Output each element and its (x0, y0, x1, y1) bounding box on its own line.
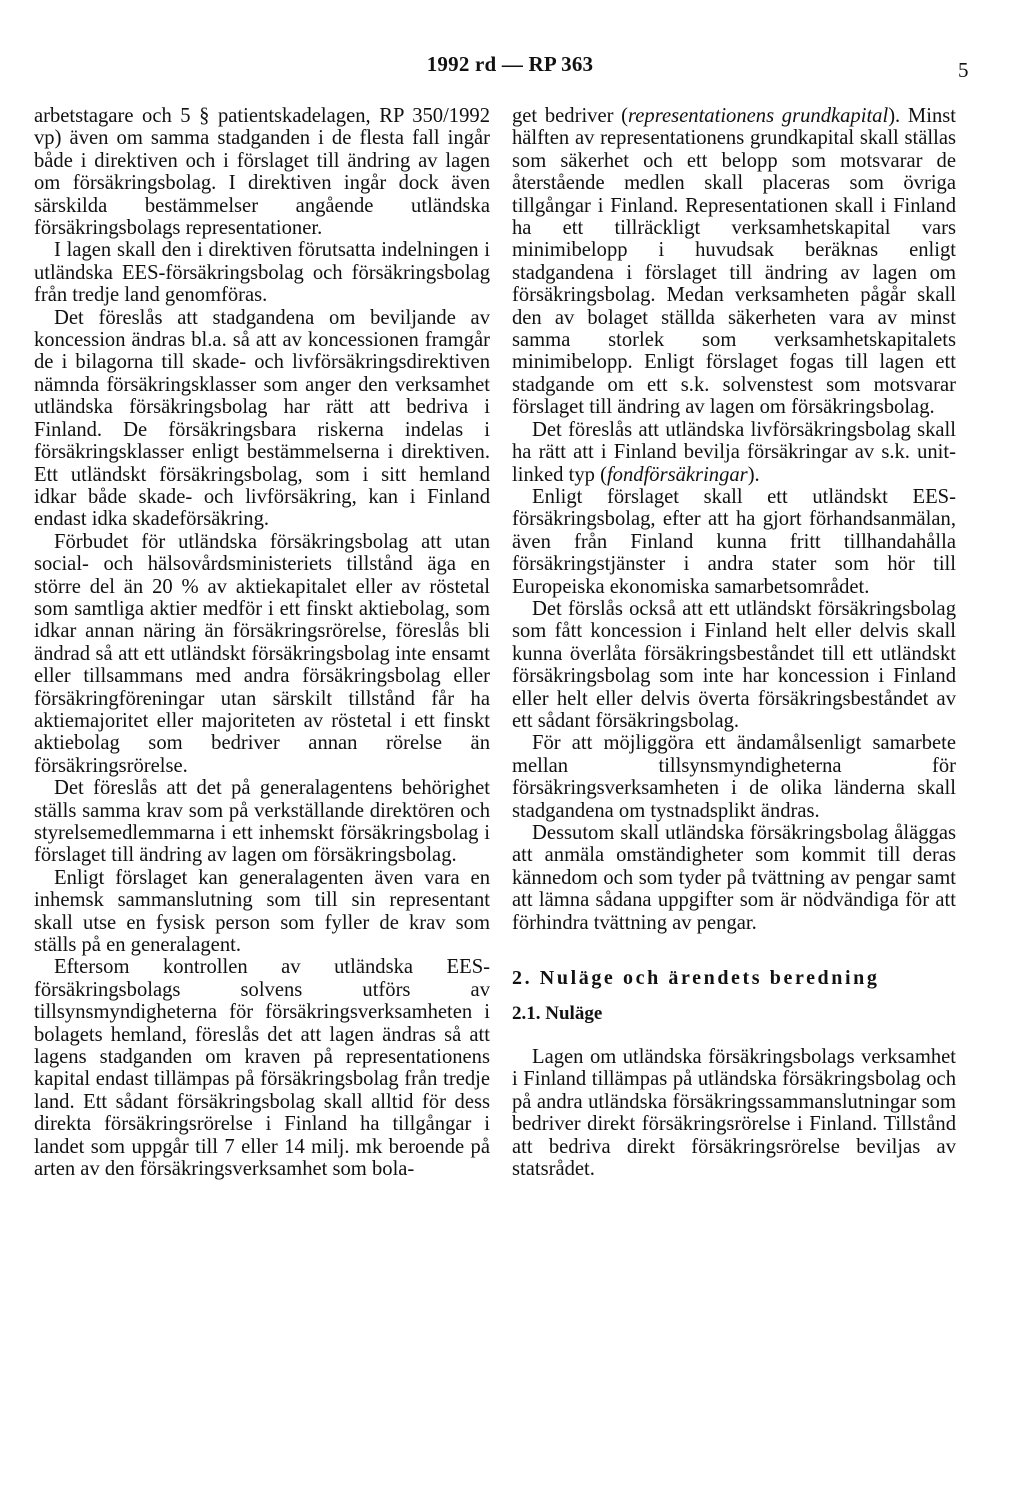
text-run: ). (747, 463, 760, 486)
paragraph: Förbudet för utländska försäkringsbolag att utan social- och hälsovårdsministeriets tillstånd äga en större del än 20 % av aktiekapitalet eller av röstetal som samtliga aktier medför i ett finskt aktiebolag, som idkar annan näring än försäkringsrörelse, föreslås bli ändrad så att ett utländskt försäkringsbolag inte ensamt eller tillsammans med andra försäkringsbolag eller försäkringföreningar utan särskilt tillstånd får ha aktiemajoritet eller majoriteten av röstetal i ett finskt aktiebolag som bedriver annan rörelse än försäkringsrörelse. (34, 530, 490, 777)
italic-term: representationens grundkapital (628, 105, 889, 127)
page-header (0, 52, 1024, 82)
paragraph: arbetstagare och 5 § patientskadelagen, RP 350/1992 vp) även om samma stadganden i de flesta fall ingår både i direktiven och i förslaget till ändring av lagen om försäkringsbolag. I direktiven ingår dock även särskilda bestämmelser angående utländska försäkringsbolags representationer. (34, 105, 490, 240)
paragraph (512, 419, 956, 486)
paragraph (512, 105, 956, 419)
paragraph: I lagen skall den i direktiven förutsatta indelningen i utländska EES-försäkringsbolag och försäkringsbolag från tredje land genomföras. (34, 239, 490, 307)
left-column (34, 105, 490, 1181)
running-title: 1992 rd — RP 363 (426, 52, 594, 76)
text-run: Det föreslås att utländska livförsäkringsbolag skall ha rätt att i Finland bevilja försäkringar av s.k. unit-linked typ ( (512, 418, 956, 486)
paragraph: Lagen om utländska försäkringsbolags verksamhet i Finland tillämpas på utländska försäkringsbolag och på andra utländska försäkringssammanslutningar som bedriver direkt försäkringsrörelse i Finland. Tillstånd att bedriva direkt försäkringsrörelse beviljas av statsrådet. (512, 1046, 956, 1181)
paragraph: Enligt förslaget kan generalagenten även vara en inhemsk sammanslutning som till sin representant skall utse en fysisk person som fyller de krav som ställs på en generalagent. (34, 866, 490, 957)
paragraph: Det föreslås att stadgandena om beviljande av koncession ändras bl.a. så att av koncessionen framgår de i bilagorna till skade- och livförsäkringsdirektiven nämnda försäkringsklasser som anger den verksamhet utländska försäkringsbolag har rätt att bedriva i Finland. De försäkringsbara riskerna indelas i försäkringsklasser enligt bestämmelserna i direktiven. Ett utländskt försäkringsbolag, som i sitt hemland idkar både skade- och livförsäkring, kan i Finland endast idka skadeförsäkring. (34, 306, 490, 531)
section-heading: 2. Nuläge och ärendets beredning (512, 967, 880, 990)
paragraph: Enligt förslaget skall ett utländskt EES-försäkringsbolag, efter att ha gjort förhandsanmälan, även från Finland kunna fritt tillhandahålla försäkringstjänster i andra stater som hör till Europeiska ekonomiska samarbetsområdet. (512, 485, 956, 598)
paragraph: Dessutom skall utländska försäkringsbolag åläggas att anmäla omständigheter som kommit till deras kännedom och som tyder på tvättning av pengar samt att lämna sådana uppgifter som är nödvändiga för att förhindra tvättning av pengar. (512, 822, 956, 934)
italic-term: fondförsäkringar (606, 463, 748, 486)
paragraph: För att möjliggöra ett ändamålsenligt samarbete mellan tillsynsmyndigheterna för försäkringsverksamheten i de olika länderna skall stadgandena om tystnadsplikt ändras. (512, 732, 956, 822)
text-run: get bedriver ( (512, 105, 629, 127)
paragraph: Eftersom kontrollen av utländska EES-försäkringsbolags solvens utförs av tillsynsmyndigheterna för försäkringsverksamheten i bolagets hemland, föreslås det att lagen ändras så att lagens stadganden om kraven på representationens kapital endast tillämpas på försäkringsbolag från tredje land. Ett sådant försäkringsbolag skall alltid för dess direkta försäkringsrörelse i Finland ha tillgångar i landet som uppgår till 7 eller 14 milj. mk beroende på arten av den försäkringsverksamhet som bola- (34, 956, 490, 1181)
paragraph: Det förslås också att ett utländskt försäkringsbolag som fått koncession i Finland helt eller delvis skall kunna överlåta försäkringsbeståndet till ett utländskt försäkringsbolag som inte har koncession i Finland eller helt eller delvis överta försäkringsbeståndet av ett sådant försäkringsbolag. (512, 597, 956, 732)
subsection-heading: 2.1. Nuläge (512, 1003, 603, 1025)
right-column (512, 105, 956, 1180)
page-number: 5 (958, 58, 969, 82)
text-run: ). Minst hälften av representationens grundkapital skall ställas som säkerhet och ett belopp som motsvarar de återstående medlen skall placeras som övriga tillgångar i Finland. Representationen skall i Finland ha ett tillräckligt verksamhetskapital vars minimibelopp i huvudsak beräknas enligt stadgandena i förslaget till ändring av lagen om försäkringsbolag. Medan verksamheten pågår skall den av bolaget ställda säkerheten vara av minst samma storlek som verksamhetskapitalets minimibelopp. Enligt förslaget fogas till lagen ett stadgande om ett s.k. solvenstest som motsvarar förslaget till ändring av lagen om försäkringsbolag. (512, 105, 956, 419)
paragraph: Det föreslås att det på generalagentens behörighet ställs samma krav som på verkställande direktören och styrelsemedlemmarna i ett inhemskt försäkringsbolag i förslaget till ändring av lagen om försäkringsbolag. (34, 777, 490, 867)
